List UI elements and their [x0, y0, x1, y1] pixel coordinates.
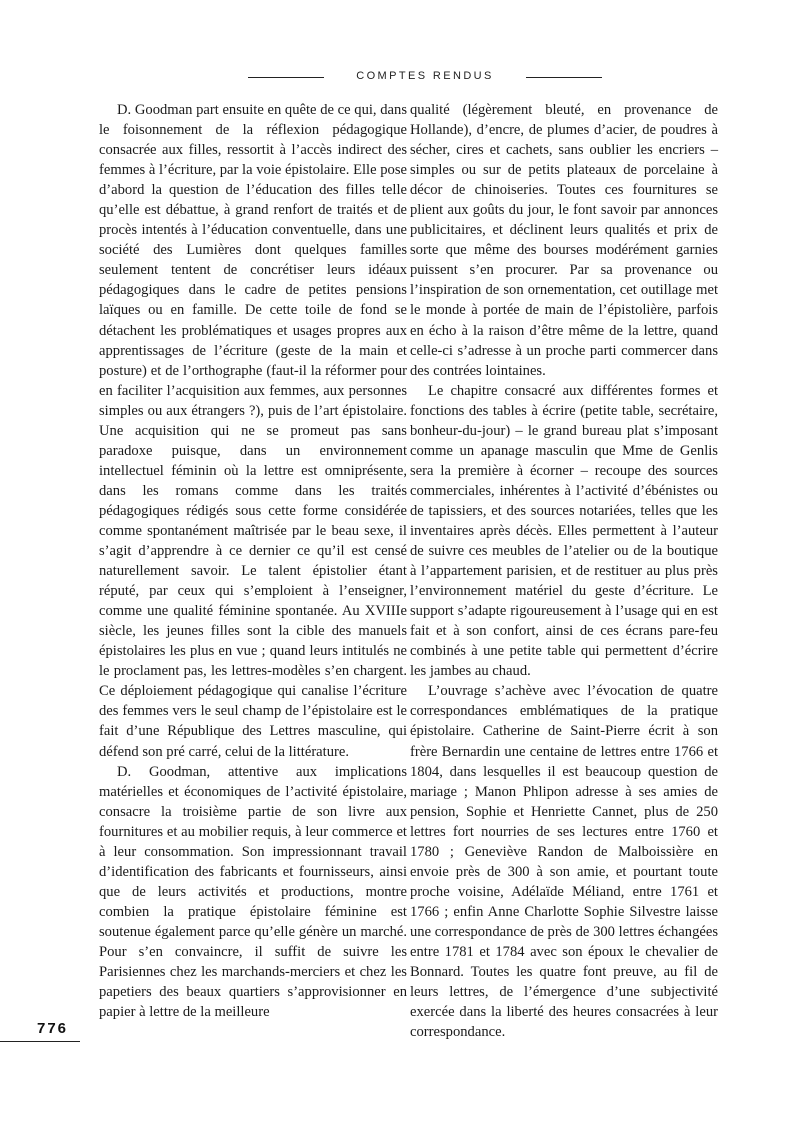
left-column — [99, 100, 407, 1022]
paragraph: D. Goodman part ensuite en quête de ce qui, dans le foisonnement de la réflexion pédagogique consacrée aux filles, ressortit à l’accès indirect des femmes à l’écriture, par la voie épistolaire. Elle pose d’abord la question de l’éducation des filles telle qu’elle est débattue, à grand renfort de traités et de procès intentés à l’éducation conventuelle, dans une société des Lumières dont quelques familles seulement tentent de concrétiser leurs idéaux pédagogiques dans le cadre de petites pensions laïques ou en famille. De cette toile de fond se détachent les problématiques et usages propres aux apprentissages de l’écriture (geste de la main et posture) et de l’orthographe (faut-il la réformer pour en faciliter l’acquisition aux femmes, aux personnes simples ou aux étrangers ?), puis de l’art épistolaire. Une acquisition qui ne se promeut pas sans paradoxe puisque, dans un environnement intellectuel féminin où la lettre est omniprésente, dans les romans comme dans les traités pédagogiques rédigés sous cette forme considérée comme spontanément maîtrisée par le beau sexe, il s’agit d’apprendre à ce dernier ce qu’il est censé naturellement savoir. Le talent épistolier étant réputé, par ceux qui s’emploient à l’enseigner, comme une qualité féminine spontanée. Au XVIIIe siècle, les jeunes filles sont la cible des manuels épistolaires les plus en vue ; quand leurs intitulés ne le proclament pas, les lettres-modèles s’en chargent. Ce déploiement pédagogique qui canalise l’écriture des femmes vers le seul champ de l’épistolaire est le fait d’une République des Lettres masculine, qui défend son pré carré, celui de la littérature. — [99, 102, 407, 760]
page-number: 776 — [37, 1020, 69, 1037]
paragraph: D. Goodman, attentive aux implications matérielles et économiques de l’activité épistolaire, consacre la troisième partie de son livre aux fournitures et au mobilier requis, à leur commerce et à leur consommation. Son impressionnant travail d’identification des fabricants et fournisseurs, ainsi que de leurs activités et productions, montre combien la pratique épistolaire féminine est soutenue également parce qu’elle génère un marché. Pour s’en convaincre, il suffit de suivre les Parisiennes chez les marchands-merciers et chez les papetiers des beaux quartiers s’approvisionner en papier à lettre de la meilleure — [99, 763, 407, 1021]
running-head — [0, 70, 800, 86]
paragraph: Le chapitre consacré aux différentes formes et fonctions des tables à écrire (petite table, secrétaire, bonheur-du-jour) – le grand bureau plat s’imposant comme un apanage masculin que Mme de Genlis sera la première à écorner – recoupe des sources commerciales, inhérentes à l’activité d’ébénistes ou de tapissiers, et des sources notariées, telles que les inventaires après décès. Elles permettent à l’auteur de suivre ces meubles de l’atelier ou de la boutique à l’appartement parisien, et de restituer au plus près l’environnement matériel du geste d’écriture. Le support s’adapte rigoureusement à l’usage qui en est fait et à son confort, ainsi de ces écrans pare-feu combinés à une petite table qui permettent d’écrire les jambes au chaud. — [410, 382, 718, 680]
paragraph: qualité (légèrement bleuté, en provenance de Hollande), d’encre, de plumes d’acier, de poudres à sécher, cires et cachets, sans oublier les encriers – simples ou sur de petits plateaux de porcelaine à décor de chinoiseries. Toutes ces fournitures se plient aux goûts du jour, le font savoir par annonces publicitaires, et déclinent leurs qualités et prix de sorte que même des bourses modérément garnies puissent s’en procurer. Par sa provenance ou l’inspiration de son ornementation, cet outillage met le monde à portée de main de l’épistolière, parfois en écho à la raison d’être même de la lettre, quand celle-ci s’adresse à un proche parti commercer dans des contrées lointaines. — [410, 102, 718, 379]
right-column — [410, 100, 718, 1042]
page-number-rule — [0, 1041, 80, 1042]
running-head-title: COMPTES RENDUS — [356, 70, 494, 82]
running-head-rule-left — [248, 77, 324, 78]
paragraph: L’ouvrage s’achève avec l’évocation de quatre correspondances emblématiques de la pratique épistolaire. Catherine de Saint-Pierre écrit à son frère Bernardin une centaine de lettres entre 1766 et 1804, dans lesquelles il est beaucoup question de mariage ; Manon Phlipon adresse à ses amies de pension, Sophie et Henriette Cannet, plus de 250 lettres fort nourries de ses lectures entre 1760 et 1780 ; Geneviève Randon de Malboissière en envoie près de 300 à son amie, et pourtant toute proche voisine, Adélaïde Méliand, entre 1761 et 1766 ; enfin Anne Charlotte Sophie Silvestre laisse une correspondance de près de 300 lettres échangées entre 1781 et 1784 avec son époux le chevalier de Bonnard. Toutes les quatre font preuve, au fil de leurs lettres, de l’émergence d’une subjectivité exercée dans la liberté des heures consacrées à leur correspondance. — [410, 683, 718, 1041]
running-head-rule-right — [526, 77, 602, 78]
